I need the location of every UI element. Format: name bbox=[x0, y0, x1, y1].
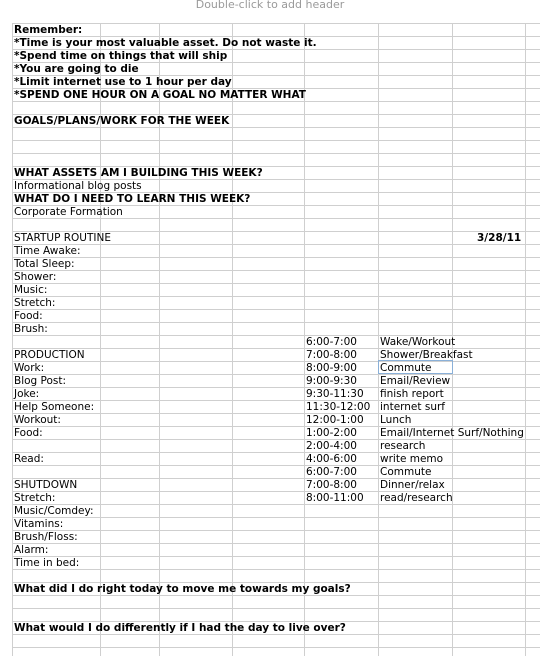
startup-item[interactable]: Music: bbox=[14, 284, 48, 296]
grid-row-line bbox=[12, 387, 540, 388]
grid-row-line bbox=[12, 569, 540, 570]
grid-row-line bbox=[12, 647, 540, 648]
schedule-time[interactable]: 1:00-2:00 bbox=[306, 427, 357, 439]
schedule-activity[interactable]: internet surf bbox=[380, 401, 445, 413]
grid-row-line bbox=[12, 608, 540, 609]
grid-column-line bbox=[378, 23, 379, 656]
shutdown-item[interactable]: Music/Comdey: bbox=[14, 505, 94, 517]
production-item[interactable]: Work: bbox=[14, 362, 45, 374]
grid-row-line bbox=[12, 257, 540, 258]
startup-item[interactable]: Brush: bbox=[14, 323, 48, 335]
schedule-activity[interactable]: Wake/Workout bbox=[380, 336, 456, 348]
production-item[interactable]: Food: bbox=[14, 427, 43, 439]
grid-row-line bbox=[12, 335, 540, 336]
shutdown-item[interactable]: Stretch: bbox=[14, 492, 56, 504]
startup-item[interactable]: Shower: bbox=[14, 271, 57, 283]
schedule-activity[interactable]: read/research bbox=[380, 492, 453, 504]
grid-row-line bbox=[12, 478, 540, 479]
schedule-activity[interactable]: Commute bbox=[380, 362, 432, 374]
shutdown-item[interactable]: Vitamins: bbox=[14, 518, 64, 530]
schedule-time[interactable]: 6:00-7:00 bbox=[306, 336, 357, 348]
grid-row-line bbox=[12, 543, 540, 544]
shutdown-heading: SHUTDOWN bbox=[14, 479, 78, 491]
schedule-time[interactable]: 7:00-8:00 bbox=[306, 479, 357, 491]
reminder-item: *SPEND ONE HOUR ON A GOAL NO MATTER WHAT bbox=[14, 89, 306, 101]
schedule-activity[interactable]: write memo bbox=[380, 453, 444, 465]
spreadsheet-grid[interactable] bbox=[12, 15, 540, 656]
grid-row-line bbox=[12, 374, 540, 375]
schedule-activity[interactable]: Email/Internet Surf/Nothing bbox=[380, 427, 524, 439]
reminder-item: *You are going to die bbox=[14, 63, 139, 75]
reminder-title: Remember: bbox=[14, 24, 83, 36]
schedule-time[interactable]: 7:00-8:00 bbox=[306, 349, 357, 361]
schedule-time[interactable]: 9:00-9:30 bbox=[306, 375, 357, 387]
schedule-time[interactable]: 8:00-9:00 bbox=[306, 362, 357, 374]
startup-item[interactable]: Stretch: bbox=[14, 297, 56, 309]
schedule-activity[interactable]: Dinner/relax bbox=[380, 479, 445, 491]
schedule-time[interactable]: 9:30-11:30 bbox=[306, 388, 364, 400]
startup-item[interactable]: Total Sleep: bbox=[14, 258, 75, 270]
schedule-time[interactable]: 4:00-6:00 bbox=[306, 453, 357, 465]
grid-row-line bbox=[12, 465, 540, 466]
grid-row-line bbox=[12, 491, 540, 492]
grid-row-line bbox=[12, 556, 540, 557]
grid-row-line bbox=[12, 309, 540, 310]
schedule-time[interactable]: 12:00-1:00 bbox=[306, 414, 364, 426]
reflection-question: What would I do differently if I had the day to live over? bbox=[14, 622, 346, 634]
assets-heading: WHAT ASSETS AM I BUILDING THIS WEEK? bbox=[14, 167, 263, 179]
grid-row-line bbox=[12, 322, 540, 323]
reminder-item: *Spend time on things that will ship bbox=[14, 50, 228, 62]
production-item[interactable]: Blog Post: bbox=[14, 375, 67, 387]
grid-column-line bbox=[304, 23, 305, 656]
grid-column-line bbox=[525, 23, 526, 656]
schedule-activity[interactable]: Lunch bbox=[380, 414, 412, 426]
grid-row-line bbox=[12, 23, 540, 24]
schedule-activity[interactable]: research bbox=[380, 440, 426, 452]
reminder-item: *Time is your most valuable asset. Do not waste it. bbox=[14, 37, 317, 49]
schedule-time[interactable]: 6:00-7:00 bbox=[306, 466, 357, 478]
production-item[interactable]: Read: bbox=[14, 453, 44, 465]
production-heading: PRODUCTION bbox=[14, 349, 85, 361]
grid-row-line bbox=[12, 530, 540, 531]
shutdown-item[interactable]: Time in bed: bbox=[14, 557, 80, 569]
learn-heading: WHAT DO I NEED TO LEARN THIS WEEK? bbox=[14, 193, 251, 205]
production-item[interactable]: Joke: bbox=[14, 388, 40, 400]
schedule-activity[interactable]: Commute bbox=[380, 466, 432, 478]
grid-column-line bbox=[232, 23, 233, 656]
routine-date[interactable]: 3/28/11 bbox=[477, 232, 522, 244]
schedule-activity[interactable]: Email/Review bbox=[380, 375, 451, 387]
reminder-item: *Limit internet use to 1 hour per day bbox=[14, 76, 232, 88]
startup-item[interactable]: Food: bbox=[14, 310, 43, 322]
startup-heading: STARTUP ROUTINE bbox=[14, 232, 111, 244]
schedule-activity[interactable]: finish report bbox=[380, 388, 444, 400]
grid-row-line bbox=[12, 153, 540, 154]
grid-row-line bbox=[12, 140, 540, 141]
schedule-activity[interactable]: Shower/Breakfast bbox=[380, 349, 473, 361]
grid-row-line bbox=[12, 296, 540, 297]
grid-column-line bbox=[12, 23, 13, 656]
shutdown-item[interactable]: Alarm: bbox=[14, 544, 49, 556]
startup-item[interactable]: Time Awake: bbox=[14, 245, 81, 257]
learn-value[interactable]: Corporate Formation bbox=[14, 206, 123, 218]
production-item[interactable]: Workout: bbox=[14, 414, 61, 426]
reflection-question: What did I do right today to move me towards my goals? bbox=[14, 583, 351, 595]
schedule-time[interactable]: 11:30-12:00 bbox=[306, 401, 371, 413]
shutdown-item[interactable]: Brush/Floss: bbox=[14, 531, 78, 543]
schedule-time[interactable]: 2:00-4:00 bbox=[306, 440, 357, 452]
assets-value[interactable]: Informational blog posts bbox=[14, 180, 142, 192]
grid-row-line bbox=[12, 283, 540, 284]
schedule-time[interactable]: 8:00-11:00 bbox=[306, 492, 364, 504]
production-item[interactable]: Help Someone: bbox=[14, 401, 95, 413]
page-header-placeholder[interactable]: Double-click to add header bbox=[195, 0, 345, 11]
grid-row-line bbox=[12, 452, 540, 453]
grid-row-line bbox=[12, 270, 540, 271]
goals-heading: GOALS/PLANS/WORK FOR THE WEEK bbox=[14, 115, 230, 127]
